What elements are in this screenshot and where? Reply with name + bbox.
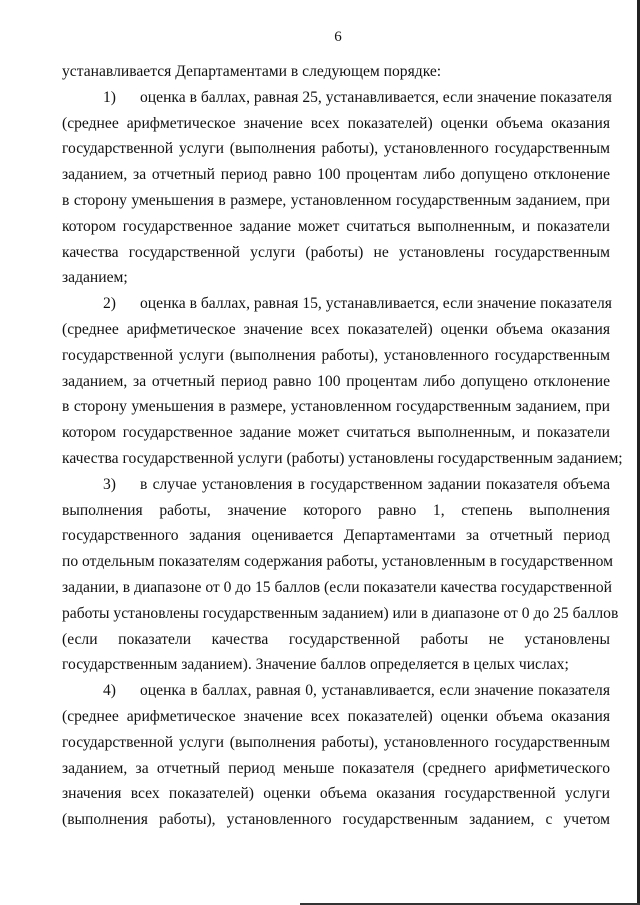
list-item-number: 2) xyxy=(103,295,116,313)
list-item-first-line xyxy=(62,291,610,317)
text-line: государственным заданием). Значение баллов определяется в целых числах; xyxy=(62,656,569,674)
text-line: заданием, за отчетный период меньше показателя (среднего арифметического xyxy=(62,759,610,777)
text-line: выполнения работы, значение которого равно 1, степень выполнения xyxy=(62,501,610,519)
text-line: работы установлены государственным заданием) или в диапазоне от 0 до 25 баллов xyxy=(62,604,619,622)
text-line: государственной услуги (выполнения работы), установленного государственным xyxy=(62,346,610,364)
text-line: по отдельным показателям содержания работы, установленным в государственном xyxy=(62,553,614,571)
list-item-first-line xyxy=(62,472,610,498)
text-line: государственного задания оценивается Департаментами за отчетный период xyxy=(62,527,610,545)
text-line: котором государственное задание может считаться выполненным, и показатели xyxy=(62,217,610,235)
text-line: в сторону уменьшения в размере, установленном государственным заданием, при xyxy=(62,191,610,209)
text-line: заданием, за отчетный период равно 100 процентам либо допущено отклонение xyxy=(62,166,610,184)
text-line: задании, в диапазоне от 0 до 15 баллов (если показатели качества государственной xyxy=(62,578,612,596)
list-item-number: 4) xyxy=(103,682,116,700)
text-line: (выполнения работы), установленного государственным заданием, с учетом xyxy=(62,811,610,829)
text-line: в случае установления в государственном задании показателя объема xyxy=(140,475,610,493)
intro-line: устанавливается Департаментами в следующем порядке: xyxy=(62,63,442,80)
text-line: заданием, за отчетный период равно 100 процентам либо допущено отклонение xyxy=(62,372,610,390)
text-line: качества государственной услуги (работы) установлены государственным заданием; xyxy=(62,449,623,467)
text-line: в сторону уменьшения в размере, установленном государственным заданием, при xyxy=(62,398,610,416)
text-line: значения всех показателей) оценки объема оказания государственной услуги xyxy=(62,785,610,803)
text-line: оценка в баллах, равная 0, устанавливается, если значение показателя xyxy=(140,682,610,700)
list-item-first-line xyxy=(62,678,610,704)
text-line: государственной услуги (выполнения работы), установленного государственным xyxy=(62,140,610,158)
text-line: (среднее арифметическое значение всех показателей) оценки объема оказания xyxy=(62,707,610,725)
text-line: оценка в баллах, равная 15, устанавливается, если значение показателя xyxy=(140,295,612,313)
list-item-number: 1) xyxy=(103,88,116,106)
text-line: качества государственной услуги (работы) не установлены государственным xyxy=(62,243,610,261)
text-line: государственной услуги (выполнения работы), установленного государственным xyxy=(62,733,610,751)
text-line: заданием; xyxy=(62,269,128,287)
list-item-number: 3) xyxy=(103,475,116,493)
list-item-first-line xyxy=(62,85,610,111)
page-number: 6 xyxy=(334,29,342,45)
text-line: (если показатели качества государственной работы не установлены xyxy=(62,630,610,648)
text-line: котором государственное задание может считаться выполненным, и показатели xyxy=(62,424,610,442)
text-line: оценка в баллах, равная 25, устанавливается, если значение показателя xyxy=(140,88,612,106)
document-body xyxy=(62,59,623,833)
text-line: (среднее арифметическое значение всех показателей) оценки объема оказания xyxy=(62,114,610,132)
text-line: (среднее арифметическое значение всех показателей) оценки объема оказания xyxy=(62,320,610,338)
